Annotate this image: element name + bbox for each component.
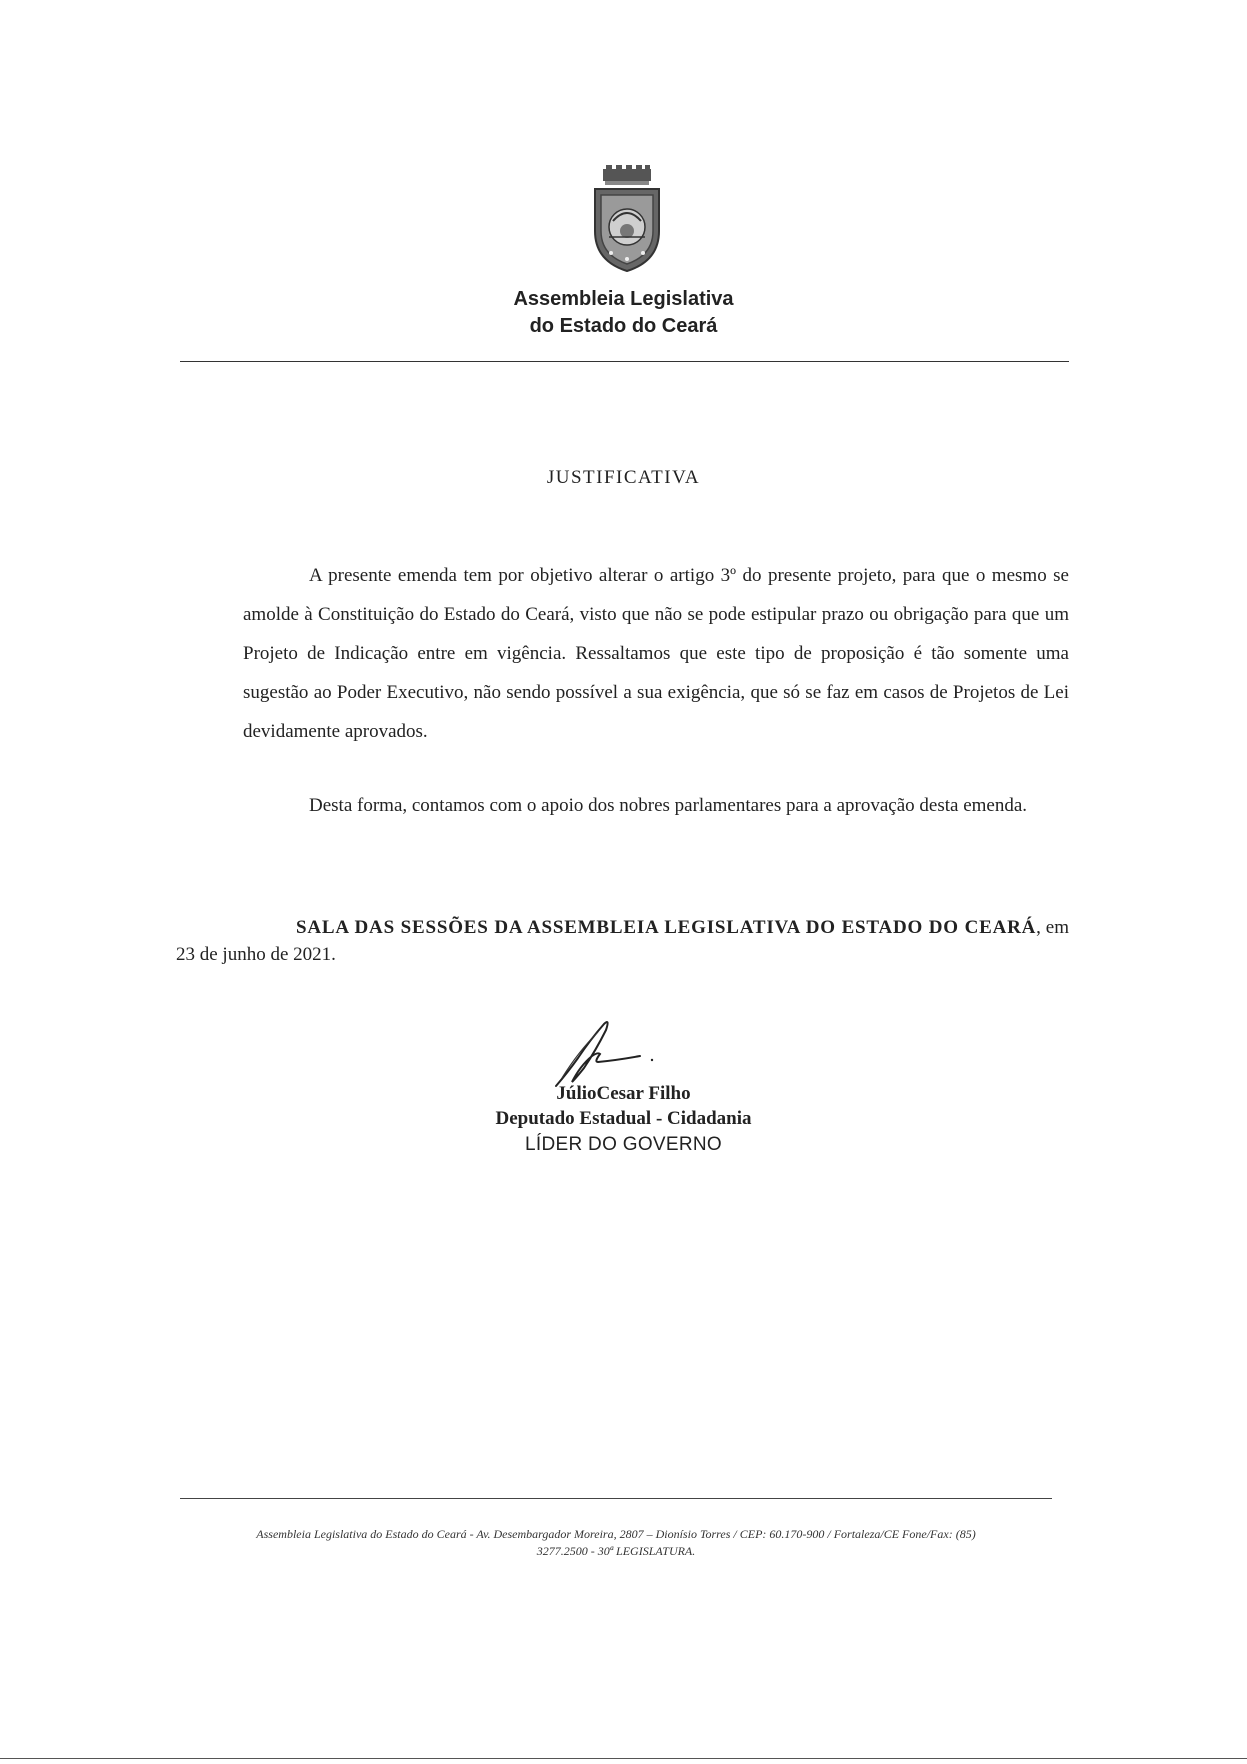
footer-line-1: Assembleia Legislativa do Estado do Ceará - Av. Desembargador Moreira, 2807 – Dionísio Torres / CEP: 60.170-900 / Fortaleza/CE Fone/Fax: (85)	[256, 1527, 976, 1541]
page-bottom-edge	[0, 1758, 1247, 1759]
org-name-line1: Assembleia Legislativa	[513, 288, 734, 310]
session-date-text: , em 23 de junho de 2021.	[176, 917, 1069, 965]
signer-name: JúlioCesar Filho	[556, 1083, 691, 1104]
session-statement	[176, 914, 1069, 968]
signer-role: Deputado Estadual - Cidadania	[495, 1108, 752, 1129]
document-title: JUSTIFICATIVA	[546, 467, 701, 488]
body-paragraph-1: A presente emenda tem por objetivo alterar o artigo 3º do presente projeto, para que o mesmo se amolde à Constituição do Estado do Ceará, visto que não se pode estipular prazo ou obrigação para que um Projeto de Indicação entre em vigência. Ressaltamos que este tipo de proposição é tão somente uma sugestão ao Poder Executivo, não sendo possível a sua exigência, que só se faz em casos de Projetos de Lei devidamente aprovados.	[243, 565, 1069, 742]
session-upper-text: SALA DAS SESSÕES DA ASSEMBLEIA LEGISLATIVA DO ESTADO DO CEARÁ	[296, 917, 1037, 938]
footer-divider	[180, 1498, 1052, 1499]
signer-title: LÍDER DO GOVERNO	[525, 1134, 722, 1155]
footer-line-2: 3277.2500 - 30ª LEGISLATURA.	[536, 1544, 696, 1558]
body-paragraph-2: Desta forma, contamos com o apoio dos nobres parlamentares para a aprovação desta emenda.	[309, 795, 1028, 816]
footer-address	[176, 1526, 1056, 1560]
coat-of-arms-icon	[587, 165, 667, 273]
header-divider	[180, 361, 1069, 362]
org-name-line2: do Estado do Ceará	[529, 315, 718, 337]
